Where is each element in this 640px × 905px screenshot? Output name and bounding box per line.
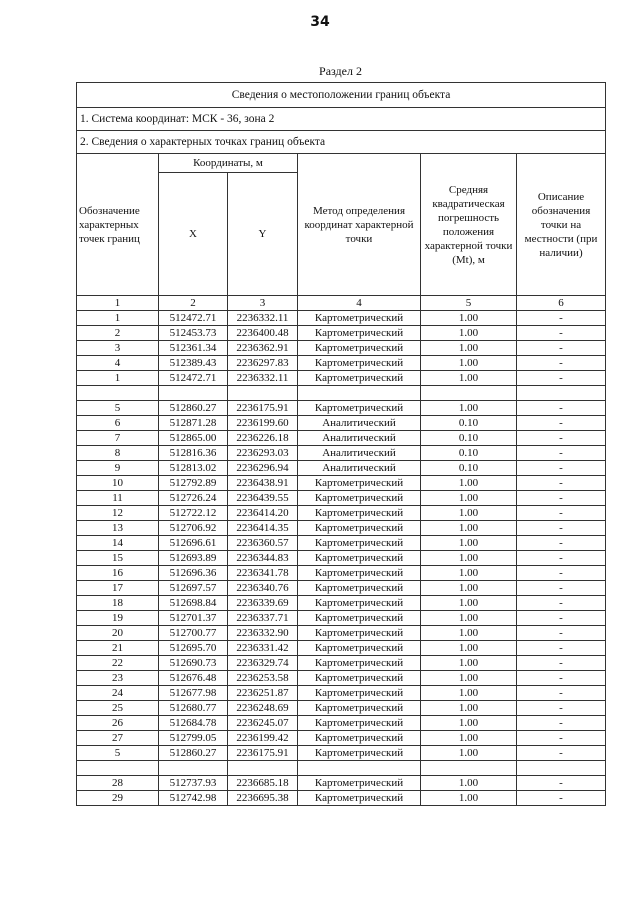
coord-y: 2236685.18 <box>228 776 298 791</box>
coord-y: 2236414.20 <box>228 506 298 521</box>
table-row <box>77 476 606 491</box>
point-number: 10 <box>77 476 159 491</box>
error: 1.00 <box>421 686 517 701</box>
coord-y: 2236175.91 <box>228 746 298 761</box>
coord-y: 2236439.55 <box>228 491 298 506</box>
table-row <box>77 686 606 701</box>
empty-cell <box>421 761 517 776</box>
empty-cell <box>228 386 298 401</box>
coord-y: 2236226.18 <box>228 431 298 446</box>
description: - <box>517 506 606 521</box>
table-row <box>77 731 606 746</box>
error: 1.00 <box>421 581 517 596</box>
method: Аналитический <box>298 461 421 476</box>
point-number: 17 <box>77 581 159 596</box>
table-row <box>77 311 606 326</box>
method: Картометрический <box>298 626 421 641</box>
coord-x: 512871.28 <box>159 416 228 431</box>
error: 1.00 <box>421 776 517 791</box>
coord-y: 2236175.91 <box>228 401 298 416</box>
coord-x: 512389.43 <box>159 356 228 371</box>
error: 0.10 <box>421 446 517 461</box>
column-number: 6 <box>517 296 606 311</box>
empty-cell <box>298 386 421 401</box>
coord-x: 512700.77 <box>159 626 228 641</box>
method: Картометрический <box>298 506 421 521</box>
method: Аналитический <box>298 416 421 431</box>
coord-x: 512472.71 <box>159 371 228 386</box>
table-row <box>77 371 606 386</box>
method: Картометрический <box>298 371 421 386</box>
section-label: Раздел 2 <box>319 64 362 78</box>
header-designation: Обозначение характерных точек границ <box>77 154 159 296</box>
point-number: 11 <box>77 491 159 506</box>
point-number: 9 <box>77 461 159 476</box>
coord-y: 2236341.78 <box>228 566 298 581</box>
error: 1.00 <box>421 716 517 731</box>
coord-x: 512472.71 <box>159 311 228 326</box>
coord-x: 512693.89 <box>159 551 228 566</box>
description: - <box>517 686 606 701</box>
method: Картометрический <box>298 791 421 806</box>
point-number: 27 <box>77 731 159 746</box>
table-row <box>77 566 606 581</box>
coord-x: 512737.93 <box>159 776 228 791</box>
header-x: X <box>159 173 228 296</box>
coord-x: 512677.98 <box>159 686 228 701</box>
group-separator-row <box>77 761 606 776</box>
table-row <box>77 641 606 656</box>
point-number: 22 <box>77 656 159 671</box>
error: 1.00 <box>421 671 517 686</box>
header-y: Y <box>228 173 298 296</box>
error: 1.00 <box>421 566 517 581</box>
table-title: Сведения о местоположении границ объекта <box>77 83 606 108</box>
coord-x: 512697.57 <box>159 581 228 596</box>
empty-cell <box>228 761 298 776</box>
table-row <box>77 326 606 341</box>
coord-x: 512706.92 <box>159 521 228 536</box>
description: - <box>517 356 606 371</box>
table-row <box>77 341 606 356</box>
point-number: 15 <box>77 551 159 566</box>
header-description: Описание обозначения точки на местности (при наличии) <box>517 154 606 296</box>
coord-y: 2236245.07 <box>228 716 298 731</box>
header-method: Метод определения координат характерной точки <box>298 154 421 296</box>
coord-y: 2236332.11 <box>228 311 298 326</box>
coord-x: 512799.05 <box>159 731 228 746</box>
point-number: 26 <box>77 716 159 731</box>
column-number: 4 <box>298 296 421 311</box>
description: - <box>517 401 606 416</box>
group-separator-row <box>77 386 606 401</box>
error: 1.00 <box>421 746 517 761</box>
empty-cell <box>421 386 517 401</box>
method: Аналитический <box>298 431 421 446</box>
error: 0.10 <box>421 461 517 476</box>
error: 1.00 <box>421 641 517 656</box>
point-number: 24 <box>77 686 159 701</box>
method: Картометрический <box>298 686 421 701</box>
method: Картометрический <box>298 716 421 731</box>
coord-y: 2236253.58 <box>228 671 298 686</box>
method: Картометрический <box>298 596 421 611</box>
point-number: 1 <box>77 371 159 386</box>
empty-cell <box>298 761 421 776</box>
error: 1.00 <box>421 731 517 746</box>
point-number: 5 <box>77 401 159 416</box>
point-number: 14 <box>77 536 159 551</box>
table-row <box>77 581 606 596</box>
error: 1.00 <box>421 341 517 356</box>
method: Картометрический <box>298 611 421 626</box>
coord-x: 512695.70 <box>159 641 228 656</box>
table-row <box>77 626 606 641</box>
description: - <box>517 461 606 476</box>
table-row <box>77 401 606 416</box>
table-row <box>77 416 606 431</box>
coord-system: 1. Система координат: МСК - 36, зона 2 <box>77 108 606 131</box>
method: Картометрический <box>298 491 421 506</box>
coord-x: 512696.36 <box>159 566 228 581</box>
description: - <box>517 371 606 386</box>
coord-y: 2236414.35 <box>228 521 298 536</box>
method: Картометрический <box>298 536 421 551</box>
coord-y: 2236199.42 <box>228 731 298 746</box>
header-coordinates: Координаты, м <box>159 154 298 173</box>
method: Картометрический <box>298 581 421 596</box>
description: - <box>517 716 606 731</box>
table-row <box>77 461 606 476</box>
point-number: 18 <box>77 596 159 611</box>
table-row <box>77 716 606 731</box>
coord-x: 512860.27 <box>159 746 228 761</box>
table-row <box>77 701 606 716</box>
error: 1.00 <box>421 596 517 611</box>
description: - <box>517 731 606 746</box>
empty-cell <box>159 386 228 401</box>
coord-y: 2236329.74 <box>228 656 298 671</box>
description: - <box>517 581 606 596</box>
coord-y: 2236400.48 <box>228 326 298 341</box>
table-row <box>77 596 606 611</box>
table-row <box>77 656 606 671</box>
description: - <box>517 431 606 446</box>
table-body <box>77 83 606 806</box>
error: 1.00 <box>421 506 517 521</box>
method: Картометрический <box>298 341 421 356</box>
coord-x: 512361.34 <box>159 341 228 356</box>
coord-y: 2236438.91 <box>228 476 298 491</box>
method: Картометрический <box>298 326 421 341</box>
point-number: 21 <box>77 641 159 656</box>
empty-cell <box>159 761 228 776</box>
description: - <box>517 566 606 581</box>
coord-x: 512453.73 <box>159 326 228 341</box>
point-number: 7 <box>77 431 159 446</box>
empty-cell <box>77 761 159 776</box>
coord-y: 2236332.90 <box>228 626 298 641</box>
coord-x: 512792.89 <box>159 476 228 491</box>
table-row <box>77 671 606 686</box>
error: 1.00 <box>421 326 517 341</box>
error: 1.00 <box>421 791 517 806</box>
coord-y: 2236332.11 <box>228 371 298 386</box>
point-number: 25 <box>77 701 159 716</box>
description: - <box>517 326 606 341</box>
coord-x: 512676.48 <box>159 671 228 686</box>
description: - <box>517 746 606 761</box>
method: Картометрический <box>298 356 421 371</box>
description: - <box>517 656 606 671</box>
coord-y: 2236360.57 <box>228 536 298 551</box>
coord-y: 2236293.03 <box>228 446 298 461</box>
error: 1.00 <box>421 536 517 551</box>
point-number: 20 <box>77 626 159 641</box>
method: Картометрический <box>298 311 421 326</box>
description: - <box>517 551 606 566</box>
coord-y: 2236337.71 <box>228 611 298 626</box>
point-number: 4 <box>77 356 159 371</box>
error: 1.00 <box>421 371 517 386</box>
point-number: 23 <box>77 671 159 686</box>
coord-y: 2236695.38 <box>228 791 298 806</box>
description: - <box>517 641 606 656</box>
table-row <box>77 536 606 551</box>
coord-x: 512860.27 <box>159 401 228 416</box>
coord-x: 512816.36 <box>159 446 228 461</box>
description: - <box>517 596 606 611</box>
method: Картометрический <box>298 746 421 761</box>
point-number: 12 <box>77 506 159 521</box>
point-number: 19 <box>77 611 159 626</box>
point-number: 13 <box>77 521 159 536</box>
table-row <box>77 446 606 461</box>
error: 1.00 <box>421 626 517 641</box>
method: Картометрический <box>298 566 421 581</box>
method: Картометрический <box>298 776 421 791</box>
error: 1.00 <box>421 476 517 491</box>
error: 1.00 <box>421 356 517 371</box>
description: - <box>517 416 606 431</box>
coord-x: 512690.73 <box>159 656 228 671</box>
coord-y: 2236340.76 <box>228 581 298 596</box>
method: Картометрический <box>298 641 421 656</box>
point-number: 1 <box>77 311 159 326</box>
error: 1.00 <box>421 401 517 416</box>
column-number: 3 <box>228 296 298 311</box>
coord-x: 512698.84 <box>159 596 228 611</box>
description: - <box>517 311 606 326</box>
points-heading: 2. Сведения о характерных точках границ объекта <box>77 131 606 154</box>
column-number-row <box>77 296 606 311</box>
point-number: 2 <box>77 326 159 341</box>
coord-y: 2236339.69 <box>228 596 298 611</box>
error: 1.00 <box>421 491 517 506</box>
error: 1.00 <box>421 521 517 536</box>
description: - <box>517 776 606 791</box>
description: - <box>517 491 606 506</box>
description: - <box>517 536 606 551</box>
method: Картометрический <box>298 656 421 671</box>
method: Картометрический <box>298 401 421 416</box>
point-number: 16 <box>77 566 159 581</box>
table-row <box>77 506 606 521</box>
table-row <box>77 491 606 506</box>
error: 0.10 <box>421 416 517 431</box>
table-row <box>77 746 606 761</box>
description: - <box>517 791 606 806</box>
coord-y: 2236251.87 <box>228 686 298 701</box>
coord-x: 512865.00 <box>159 431 228 446</box>
method: Картометрический <box>298 476 421 491</box>
page-number: 34 <box>310 14 330 30</box>
point-number: 6 <box>77 416 159 431</box>
boundary-table <box>76 82 606 806</box>
empty-cell <box>517 386 606 401</box>
error: 1.00 <box>421 311 517 326</box>
description: - <box>517 341 606 356</box>
method: Картометрический <box>298 521 421 536</box>
coord-y: 2236248.69 <box>228 701 298 716</box>
coord-x: 512813.02 <box>159 461 228 476</box>
description: - <box>517 446 606 461</box>
method: Аналитический <box>298 446 421 461</box>
coord-x: 512722.12 <box>159 506 228 521</box>
table-row <box>77 551 606 566</box>
empty-cell <box>77 386 159 401</box>
method: Картометрический <box>298 671 421 686</box>
description: - <box>517 626 606 641</box>
error: 1.00 <box>421 701 517 716</box>
header-error: Средняя квадратическая погрешность положения характерной точки (Mt), м <box>421 154 517 296</box>
point-number: 28 <box>77 776 159 791</box>
error: 1.00 <box>421 656 517 671</box>
coord-y: 2236297.83 <box>228 356 298 371</box>
point-number: 3 <box>77 341 159 356</box>
method: Картометрический <box>298 701 421 716</box>
coord-y: 2236331.42 <box>228 641 298 656</box>
coord-x: 512742.98 <box>159 791 228 806</box>
coord-x: 512696.61 <box>159 536 228 551</box>
error: 1.00 <box>421 611 517 626</box>
description: - <box>517 476 606 491</box>
coord-y: 2236344.83 <box>228 551 298 566</box>
coord-x: 512726.24 <box>159 491 228 506</box>
description: - <box>517 701 606 716</box>
coord-y: 2236296.94 <box>228 461 298 476</box>
table-row <box>77 776 606 791</box>
method: Картометрический <box>298 551 421 566</box>
table-row <box>77 521 606 536</box>
column-number: 1 <box>77 296 159 311</box>
description: - <box>517 671 606 686</box>
coord-x: 512680.77 <box>159 701 228 716</box>
table-row <box>77 431 606 446</box>
coord-y: 2236362.91 <box>228 341 298 356</box>
point-number: 29 <box>77 791 159 806</box>
column-number: 5 <box>421 296 517 311</box>
description: - <box>517 611 606 626</box>
point-number: 8 <box>77 446 159 461</box>
error: 1.00 <box>421 551 517 566</box>
description: - <box>517 521 606 536</box>
error: 0.10 <box>421 431 517 446</box>
column-number: 2 <box>159 296 228 311</box>
point-number: 5 <box>77 746 159 761</box>
table-row <box>77 356 606 371</box>
empty-cell <box>517 761 606 776</box>
table-row <box>77 611 606 626</box>
coord-y: 2236199.60 <box>228 416 298 431</box>
method: Картометрический <box>298 731 421 746</box>
coord-x: 512684.78 <box>159 716 228 731</box>
coord-x: 512701.37 <box>159 611 228 626</box>
table-row <box>77 791 606 806</box>
